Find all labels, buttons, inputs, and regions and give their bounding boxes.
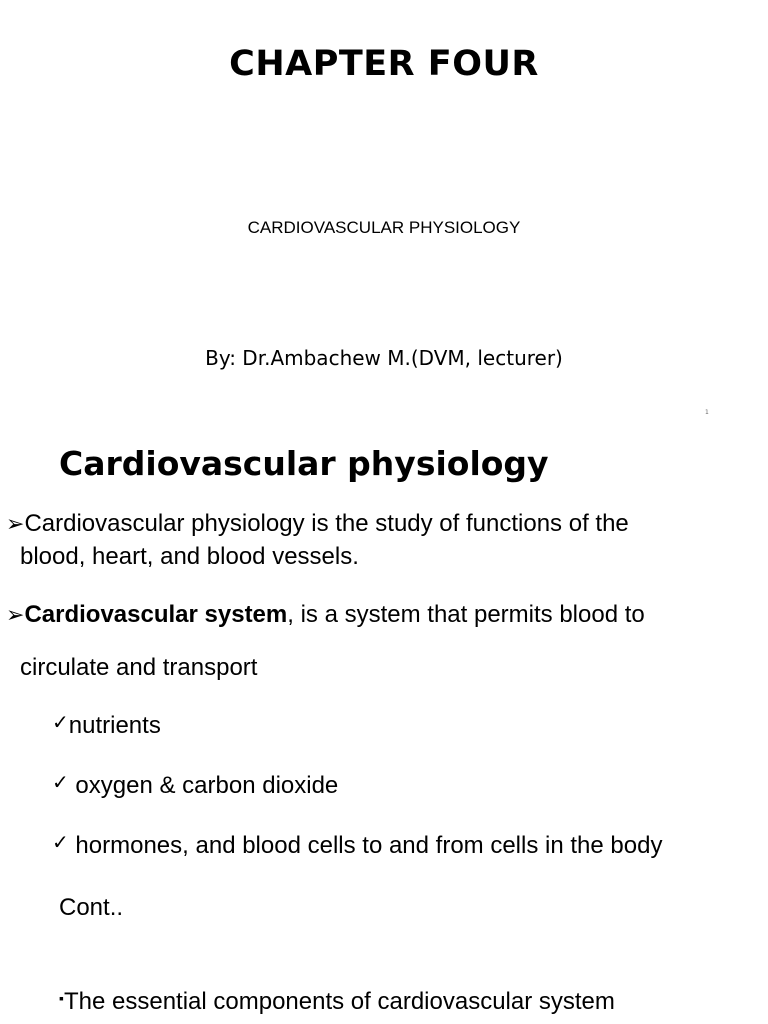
check-item xyxy=(52,770,338,802)
chapter-title: CHAPTER FOUR xyxy=(229,44,539,84)
check-item xyxy=(52,830,662,862)
check-icon: ✓ xyxy=(52,830,69,854)
check-text: nutrients xyxy=(68,712,161,739)
slide-title: Cardiovascular physiology xyxy=(59,444,549,483)
bullet-definition xyxy=(6,508,756,573)
bullet-text: Cardiovascular physiology is the study of functions of the xyxy=(24,510,629,537)
author-line: By: Dr.Ambachew M.(DVM, lecturer) xyxy=(205,346,563,370)
arrow-bullet-icon: ➢ xyxy=(6,603,25,628)
check-icon: ✓ xyxy=(52,770,69,794)
page-number: 1 xyxy=(705,409,709,416)
bullet-line-1 xyxy=(6,508,756,541)
check-text: oxygen & carbon dioxide xyxy=(68,772,339,799)
bullet-line-1 xyxy=(6,599,756,632)
cont-label: Cont.. xyxy=(59,894,124,921)
title-slide xyxy=(0,0,768,420)
check-icon: ✓ xyxy=(52,710,69,734)
bullet-text: , is a system that permits blood to xyxy=(287,601,645,628)
bullet-line-2: circulate and transport xyxy=(20,654,258,681)
arrow-bullet-icon: ➢ xyxy=(6,512,25,537)
content-slide xyxy=(0,420,768,1024)
bold-term: Cardiovascular system xyxy=(24,601,288,628)
check-item xyxy=(52,710,161,742)
bullet-line-2: blood, heart, and blood vessels. xyxy=(20,543,359,570)
square-bullet-icon: ▪ xyxy=(59,990,64,1006)
check-text: hormones, and blood cells to and from cells in the body xyxy=(68,832,663,859)
bullet-system xyxy=(6,599,756,684)
square-bullet-item xyxy=(59,986,615,1020)
slide-subtitle: CARDIOVASCULAR PHYSIOLOGY xyxy=(247,218,521,237)
square-bullet-text: The essential components of cardiovascular system xyxy=(63,988,615,1015)
